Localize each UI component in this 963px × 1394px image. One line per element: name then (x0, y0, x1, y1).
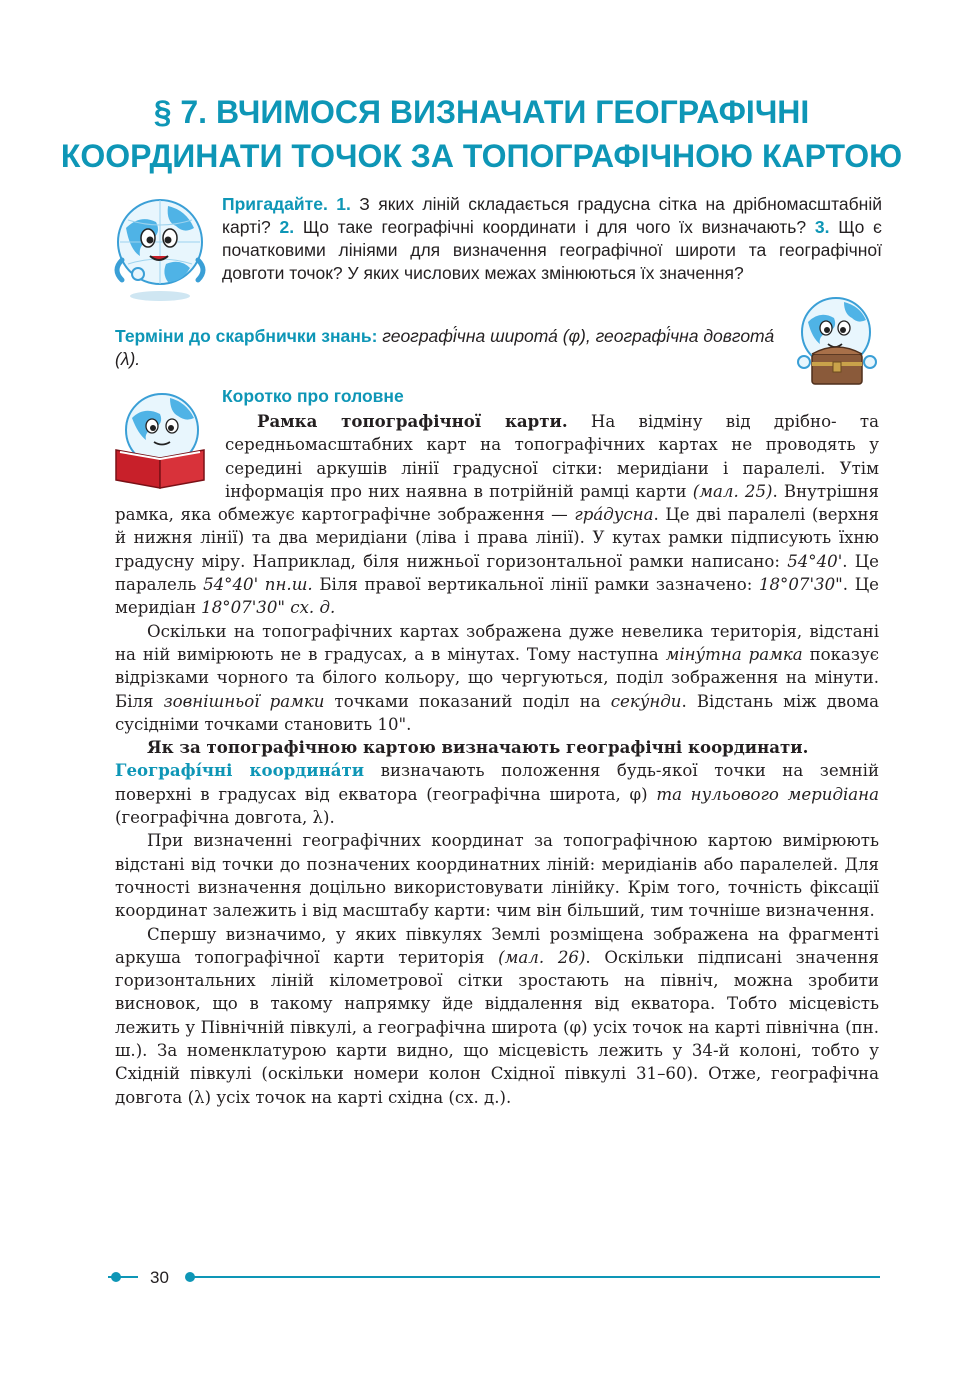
globe-mascot-thinking-icon (108, 190, 213, 302)
coordinate-value: 54°40' пн.ш. (203, 575, 313, 595)
text-run: . Це дві паралелі (верхня й нижня лінії) та два меридіани (ліва і права лінії). У кутах рамки підписують їхню градусну міру. Наприклад, біля нижньої горизонтальної рамки написано: (115, 505, 879, 571)
paragraph-minutes (115, 620, 879, 736)
text-run: показує відрізками чорного та білого кольору, що чергуються, поділ зображення на мінути. Біля (115, 644, 880, 711)
paragraph-frame (115, 410, 879, 620)
subheading-coordinates: Як за топографічною картою визначають географічні координати. (147, 737, 809, 758)
coordinate-value: 18°07'30" сх. д. (201, 598, 336, 618)
text-run: точками показаний поділ на (324, 691, 611, 711)
text-run: На відміну від дрібно- та середньомасштабних карт на топографічних картах не проводять у середині аркушів лінії градусної сітки: меридіани і паралелі. Утім інформація про них наявна в потрійній рамці карти (225, 412, 880, 501)
text-run: . Це меридіан (115, 575, 879, 618)
text-run: визначають положення будь-якої точки на земній поверхні в градусах від екватора (географічна широта, φ) (115, 761, 879, 804)
terms-label: Терміни до скарбнички знань: (115, 326, 378, 346)
paragraph-frame-heading: Рамка топографічної карти. (257, 411, 568, 431)
term-italic: та нульового меридіана (656, 784, 879, 804)
question-number-2: 2. (279, 217, 295, 237)
terms-text: географі́чна широта́ (φ), географі́чна довгота́ (λ). (115, 326, 775, 369)
text-run: . Це паралель (115, 551, 880, 595)
coordinate-value: 54°40' (787, 551, 843, 571)
text-run: (географічна довгота, λ). (115, 808, 335, 828)
text-run: Спершу визначимо, у яких півкулях Землі розміщена зображена на фрагменті аркуша топографічної карти територія (115, 924, 879, 967)
text-run: Біля правої вертикальної лінії рамки зазначено: (312, 575, 759, 595)
page-number: 30 (146, 1268, 173, 1288)
footer-rule (108, 1274, 880, 1280)
question-2: Що таке географічні координати і для чого їх визначають? (294, 217, 815, 237)
term-italic: гра́дусна (574, 505, 654, 525)
text-run: . Внутрішня рамка, яка обмежує картографічне зображення — (115, 481, 879, 525)
text-run: . Оскільки підписані значення горизонтальних ліній кілометрової сітки зростають на північ, можна зробити висновок, що в такому напрямку йде віддалення від екватора. Тобто місцевість лежить у Північній півкулі, а географічна широта (φ) усіх точок на карті північна (пн. ш.). За номенклатурою карти видно, що місцевість лежить у 34-й колоні, тобто у Східній півкулі (оскільки номери колон Східної півкулі 31–60). Отже, географічна довгота (λ) усіх точок на карті східна (сх. д.). (115, 947, 879, 1107)
paragraph-definition (115, 759, 879, 829)
paragraph-subheading (115, 736, 879, 759)
question-number-3: 3. (814, 217, 830, 237)
definition-term: Географі́чні координа́ти (115, 760, 365, 781)
main-text (115, 410, 879, 1109)
term-italic: зовнішньої рамки (163, 691, 325, 711)
terms-block (115, 325, 787, 371)
term-italic: міну́тна рамка (665, 644, 803, 664)
remember-label: Пригадайте. (222, 194, 328, 214)
globe-mascot-chest-icon (790, 292, 882, 392)
section-heading-short: Коротко про головне (222, 386, 404, 406)
question-3: Що є початковими лініями для визначення географічної широти та географічної довготи точок? У яких числових межах змінюються їх значення? (222, 217, 882, 283)
figure-ref-26: (мал. 26) (498, 947, 586, 967)
figure-ref-25: (мал. 25) (692, 481, 773, 501)
page-title-line-1: § 7. ВЧИМОСЯ ВИЗНАЧАТИ ГЕОГРАФІЧНІ (153, 94, 810, 130)
paragraph-measuring (115, 829, 879, 922)
page-title-line-2: КООРДИНАТИ ТОЧОК ЗА ТОПОГРАФІЧНОЮ КАРТОЮ (60, 138, 903, 174)
question-1: З яких ліній складається градусна сітка на дрібномасштабній карті? (222, 194, 882, 237)
page-title (60, 90, 903, 178)
text-run: При визначенні географічних координат за топографічною картою вимірюють відстані від точки до позначених координатних ліній: меридіанів або паралелей. Для точності визначення доцільно використовувати лінійку. Крім того, точність фіксації координат залежить і від масштабу карти: чим він більший, тим точніше визначення. (115, 831, 879, 921)
text-run: . Відстань між двома сусідніми точками становить 10". (115, 691, 879, 734)
term-italic: секу́нди (610, 691, 682, 711)
question-number-1: 1. (336, 194, 351, 214)
coordinate-value: 18°07'30" (758, 575, 843, 595)
paragraph-hemispheres (115, 923, 879, 1109)
text-run: Оскільки на топографічних картах зображена дуже невелика територія, відстані на ній вимірюють не в градусах, а в мінутах. Тому наступна (115, 621, 879, 664)
remember-block (222, 193, 882, 285)
